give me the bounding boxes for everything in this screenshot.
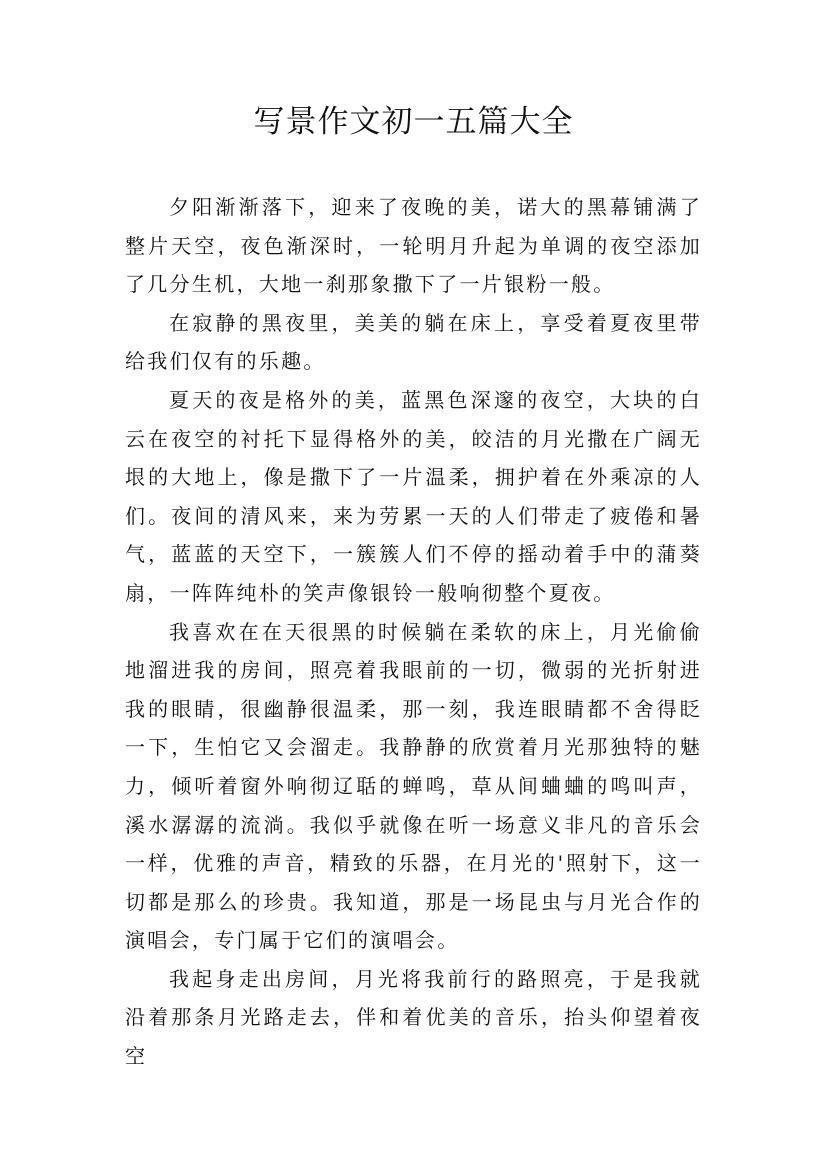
paragraph-3: 夏天的夜是格外的美，蓝黑色深邃的夜空，大块的白云在夜空的衬托下显得格外的美，皎洁的月光撒在广阔无垠的大地上，像是撒下了一片温柔，拥护着在外乘凉的人们。夜间的清风来，来为劳累一天的人们带走了疲倦和暑气，蓝蓝的天空下，一簇簇人们不停的摇动着手中的蒲葵扇，一阵阵纯朴的笑声像银铃一般响彻整个夏夜。 <box>125 387 702 605</box>
document-title: 写景作文初一五篇大全 <box>253 104 574 140</box>
paragraph-4: 我喜欢在在天很黑的时候躺在柔软的床上，月光偷偷地溜进我的房间，照亮着我眼前的一切，微弱的光折射进我的眼睛，很幽静很温柔，那一刻，我连眼睛都不舍得眨一下，生怕它又会溜走。我静静的欣赏着月光那独特的魅力，倾听着窗外响彻辽聒的蝉鸣，草从间蛐蛐的鸣叫声，溪水潺潺的流淌。我似乎就像在听一场意义非凡的音乐会一样，优雅的声音，精致的乐器，在月光的'照射下，这一切都是那么的珍贵。我知道，那是一场昆虫与月光合作的演唱会，专门属于它们的演唱会。 <box>125 619 702 953</box>
paragraph-5: 我起身走出房间，月光将我前行的路照亮，于是我就沿着那条月光路走去，伴和着优美的音乐，抬头仰望着夜空 <box>125 966 702 1069</box>
paragraph-1: 夕阳渐渐落下，迎来了夜晚的美，诺大的黑幕铺满了整片天空，夜色渐深时，一轮明月升起为单调的夜空添加了几分生机，大地一刹那象撒下了一片银粉一般。 <box>125 195 702 297</box>
document-body <box>125 188 702 1076</box>
paragraph-2: 在寂静的黑夜里，美美的躺在床上，享受着夏夜里带给我们仅有的乐趣。 <box>125 310 702 374</box>
